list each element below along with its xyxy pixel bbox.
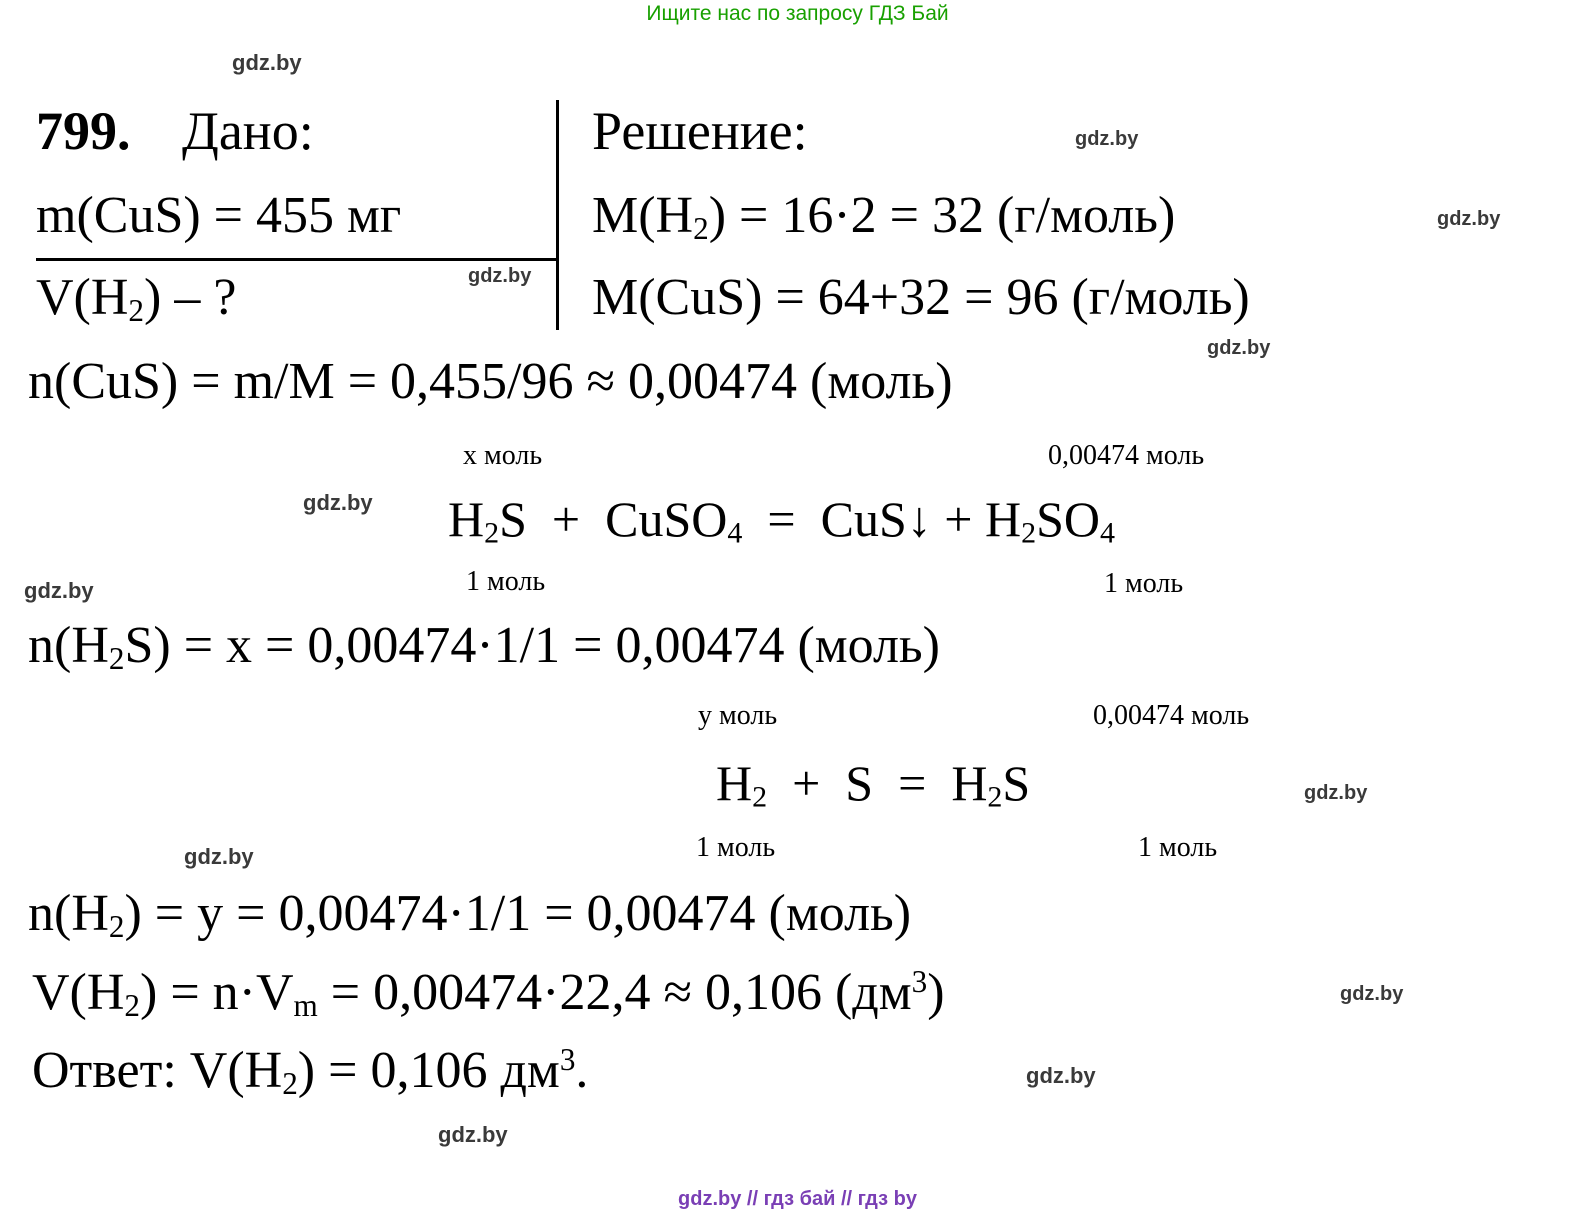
solution-line-4: $n(H_2S) = x = 0,00474\cdot 1/1 = 0,00474$ (моль)	[28, 617, 940, 676]
given-header: Дано:	[182, 101, 314, 161]
reaction1-equation: $H_2S$ + CuSO$_4$ = CuS↓ + $H_2SO_4$	[448, 491, 1115, 550]
watermark: gdz.by	[1437, 208, 1501, 230]
reaction2-below-right: 1 моль	[1138, 832, 1218, 863]
reaction1-above-right: 0,00474 моль	[1048, 440, 1205, 471]
watermark: gdz.by	[438, 1122, 508, 1147]
reaction2-equation: $H_2 + S = H_2S$	[716, 755, 1031, 814]
reaction1-below-left: 1 моль	[466, 566, 546, 597]
solution-line-2: M(CuS) = 64+32 = 96 (г/моль)	[592, 269, 1250, 326]
column-divider	[556, 100, 559, 330]
top-banner-text: Ищите нас по запросу ГДЗ Бай	[646, 2, 949, 25]
given-line-mass: m(CuS) = 455 мг	[36, 187, 402, 244]
watermark: gdz.by	[468, 265, 532, 287]
watermark: gdz.by	[1304, 782, 1368, 804]
solution-line-6: $V(H_2) = n\cdot V_m = 0,00474\cdot 22,4 \approx 0,106$ $(дм^3)$	[32, 964, 945, 1024]
answer-line: Ответ: $V(H_2) = 0,106$ $дм^3$.	[32, 1042, 589, 1102]
watermark: gdz.by	[1026, 1063, 1096, 1088]
reaction1-below-right: 1 моль	[1104, 568, 1184, 599]
solution-line-3: n(CuS) = m/M = 0,455/96 ≈ 0,00474 (моль)	[28, 353, 953, 410]
reaction2-above-left: у моль	[698, 700, 778, 731]
watermark: gdz.by	[1340, 983, 1404, 1005]
task-number: 799.	[36, 101, 131, 161]
watermark: gdz.by	[232, 50, 302, 75]
reaction2-below-left: 1 моль	[696, 832, 776, 863]
solution-line-5: $n(H_2) = y = 0,00474\cdot 1/1 = 0,00474$ (моль)	[28, 885, 912, 944]
given-divider	[36, 258, 558, 261]
bottom-credit-text: gdz.by // гдз бай // гдз by	[678, 1188, 917, 1210]
watermark: gdz.by	[184, 844, 254, 869]
watermark: gdz.by	[24, 578, 94, 603]
watermark: gdz.by	[1207, 337, 1271, 359]
reaction2-above-right: 0,00474 моль	[1093, 700, 1250, 731]
solution-header: Решение:	[592, 101, 808, 161]
solution-line-1: $M(H_2) = 16\cdot 2 = 32$ (г/моль)	[592, 187, 1176, 246]
reaction1-above-left: х моль	[463, 440, 543, 471]
watermark: gdz.by	[1075, 128, 1139, 150]
given-line-unknown: $V(H_2)$ – ?	[36, 269, 237, 328]
watermark: gdz.by	[303, 490, 373, 515]
